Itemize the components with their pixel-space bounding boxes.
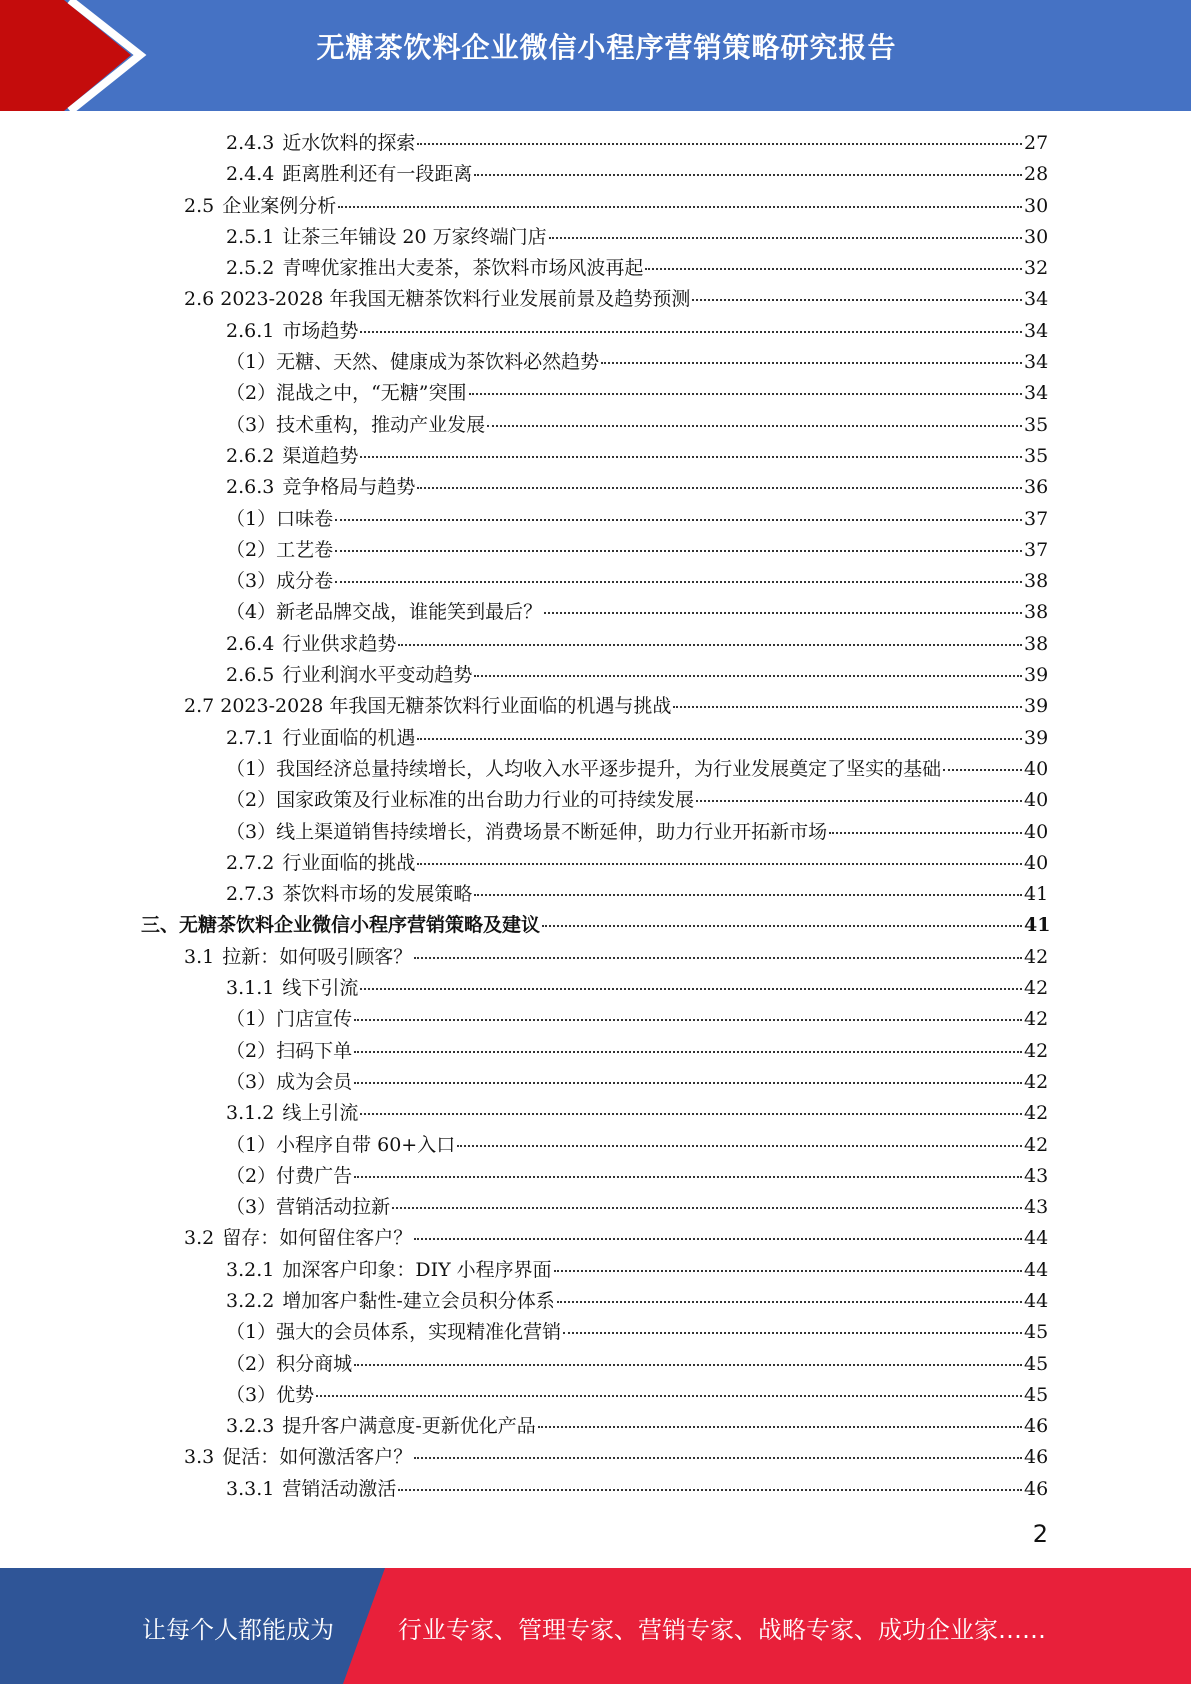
toc-leader-dots (360, 1112, 1022, 1115)
toc-leader-dots (549, 236, 1022, 239)
toc-entry-page: 41 (1024, 914, 1051, 937)
toc-leader-dots (354, 1050, 1022, 1053)
toc-leader-dots (487, 424, 1022, 427)
toc-entry-page: 35 (1024, 413, 1049, 436)
toc-entry-number: 2.7.3 (226, 883, 275, 906)
toc-entry-page: 37 (1024, 538, 1049, 561)
toc-entry[interactable] (0, 723, 1191, 754)
toc-entry-page: 42 (1024, 945, 1049, 968)
toc-entry-title: 近水饮料的探索 (282, 132, 416, 154)
toc-leader-dots (469, 392, 1022, 395)
toc-entry-page: 46 (1024, 1477, 1049, 1500)
toc-entry[interactable] (0, 1161, 1191, 1192)
toc-entry-page: 40 (1024, 820, 1049, 843)
toc-entry[interactable] (0, 566, 1191, 597)
toc-entry-page: 32 (1024, 257, 1049, 280)
toc-leader-dots (354, 1175, 1022, 1178)
toc-entry-page: 44 (1024, 1227, 1049, 1250)
toc-leader-dots (563, 1331, 1022, 1334)
toc-entry-number: 2.6.4 (226, 632, 275, 655)
toc-entry-page: 45 (1024, 1383, 1049, 1406)
toc-entry-title: 提升客户满意度-更新优化产品 (282, 1415, 536, 1438)
toc-entry-title: （1）我国经济总量持续增长，人均收入水平逐步提升，为行业发展奠定了坚实的基础 (226, 757, 942, 780)
toc-leader-dots (943, 768, 1022, 771)
toc-entry[interactable] (0, 785, 1191, 816)
table-of-contents (0, 128, 1191, 1505)
toc-entry[interactable] (0, 1255, 1191, 1286)
toc-leader-dots (692, 298, 1022, 301)
toc-entry-title: （2）积分商城 (226, 1352, 353, 1375)
toc-entry-page: 40 (1024, 851, 1049, 874)
toc-entry-title: 线下引流 (282, 977, 359, 1000)
toc-entry-page: 30 (1024, 225, 1049, 248)
toc-leader-dots (354, 1018, 1022, 1021)
toc-leader-dots (335, 580, 1022, 583)
toc-leader-dots (338, 205, 1022, 208)
toc-entry-page: 34 (1024, 382, 1049, 405)
toc-entry-page: 45 (1024, 1352, 1049, 1375)
toc-entry[interactable] (0, 1380, 1191, 1411)
toc-entry[interactable] (0, 1036, 1191, 1067)
toc-entry-page: 44 (1024, 1258, 1049, 1281)
toc-leader-dots (392, 1206, 1022, 1209)
toc-entry-page: 46 (1024, 1446, 1049, 1469)
toc-entry-title: 加深客户印象：DIY 小程序界面 (282, 1258, 552, 1281)
toc-leader-dots (557, 1300, 1022, 1303)
toc-leader-dots (414, 956, 1022, 959)
toc-entry[interactable] (0, 1442, 1191, 1473)
toc-leader-dots (354, 1081, 1022, 1084)
toc-entry[interactable] (0, 691, 1191, 722)
toc-entry[interactable] (0, 1317, 1191, 1348)
toc-entry-number: 2.4.4 (226, 163, 275, 186)
toc-entry-page: 43 (1024, 1164, 1049, 1187)
toc-entry-title: （3）营销活动拉新 (226, 1196, 391, 1219)
toc-entry-page: 42 (1024, 977, 1049, 1000)
toc-entry-page: 38 (1024, 632, 1049, 655)
toc-entry-title: 茶饮料市场的发展策略 (282, 883, 473, 906)
toc-entry-title: （1）无糖、天然、健康成为茶饮料必然趋势 (226, 351, 600, 374)
toc-entry-title: （4）新老品牌交战，谁能笑到最后？ (226, 601, 543, 624)
toc-entry-title: （3）技术重构，推动产业发展 (226, 413, 486, 436)
toc-entry-number: 2.6.2 (226, 444, 275, 467)
toc-entry-title: 2.7 2023-2028 年我国无糖茶饮料行业面临的机遇与挑战 (184, 695, 672, 718)
toc-entry-page: 41 (1024, 883, 1049, 906)
toc-entry-title: 企业案例分析 (222, 194, 337, 217)
toc-entry-number: 2.4.3 (226, 132, 275, 154)
toc-entry[interactable] (0, 410, 1191, 441)
toc-entry-page: 28 (1024, 163, 1049, 186)
toc-entry-page: 39 (1024, 664, 1049, 687)
toc-entry[interactable] (0, 910, 1191, 941)
toc-leader-dots (474, 674, 1022, 677)
toc-entry[interactable] (0, 347, 1191, 378)
toc-entry[interactable] (0, 1349, 1191, 1380)
toc-entry-title: （2）混战之中，“无糖”突围 (226, 382, 467, 405)
toc-entry-page: 42 (1024, 1008, 1049, 1031)
toc-entry[interactable] (0, 754, 1191, 785)
toc-leader-dots (354, 1363, 1022, 1366)
toc-entry-title: （1）门店宣传 (226, 1008, 353, 1031)
toc-entry-number: 3.2.1 (226, 1258, 275, 1281)
toc-entry-title: 留存：如何留住客户？ (222, 1227, 413, 1250)
toc-entry-page: 34 (1024, 288, 1049, 311)
toc-entry[interactable] (0, 191, 1191, 222)
toc-entry-number: 3.3 (184, 1446, 215, 1469)
toc-entry-page: 37 (1024, 507, 1049, 530)
toc-entry[interactable] (0, 942, 1191, 973)
toc-entry-page: 34 (1024, 351, 1049, 374)
toc-entry-page: 40 (1024, 789, 1049, 812)
toc-leader-dots (673, 705, 1022, 708)
toc-entry-title: 渠道趋势 (282, 444, 359, 467)
toc-entry[interactable] (0, 222, 1191, 253)
toc-entry[interactable] (0, 504, 1191, 535)
toc-entry-number: 3.2.3 (226, 1415, 275, 1438)
toc-leader-dots (414, 1237, 1022, 1240)
toc-entry-title: 行业供求趋势 (282, 632, 397, 655)
toc-entry-title: （3）优势 (226, 1383, 315, 1406)
page-header (0, 0, 1191, 111)
toc-entry-title: （2）付费广告 (226, 1164, 353, 1187)
toc-entry[interactable] (0, 1474, 1191, 1505)
toc-leader-dots (360, 455, 1022, 458)
toc-entry[interactable] (0, 1098, 1191, 1129)
toc-entry-page: 36 (1024, 476, 1049, 499)
toc-entry-number: 2.6.1 (226, 319, 275, 342)
toc-entry-number: 2.5 (184, 194, 215, 217)
toc-entry-page: 42 (1024, 1070, 1049, 1093)
toc-entry[interactable] (0, 1004, 1191, 1035)
toc-entry-number: 2.5.1 (226, 225, 275, 248)
toc-entry[interactable] (0, 316, 1191, 347)
toc-entry-title: （3）成分卷 (226, 570, 334, 593)
toc-leader-dots (474, 173, 1022, 176)
toc-entry[interactable] (0, 848, 1191, 879)
toc-entry[interactable] (0, 128, 1191, 159)
toc-entry[interactable] (0, 1130, 1191, 1161)
toc-entry[interactable] (0, 441, 1191, 472)
toc-entry-title: （2）工艺卷 (226, 538, 334, 561)
toc-entry-number: 2.7.2 (226, 851, 275, 874)
toc-entry-title: 拉新：如何吸引顾客？ (222, 945, 413, 968)
toc-leader-dots (360, 330, 1022, 333)
toc-entry-title: 市场趋势 (282, 319, 359, 342)
toc-entry-title: 行业利润水平变动趋势 (282, 664, 473, 687)
toc-entry-page: 34 (1024, 319, 1049, 342)
toc-entry[interactable] (0, 472, 1191, 503)
toc-leader-dots (696, 799, 1022, 802)
toc-leader-dots (457, 1144, 1022, 1147)
toc-entry[interactable] (0, 1223, 1191, 1254)
toc-entry[interactable] (0, 973, 1191, 1004)
toc-leader-dots (474, 893, 1022, 896)
toc-entry-page: 43 (1024, 1196, 1049, 1219)
toc-entry-title: （3）线上渠道销售持续增长，消费场景不断延伸，助力行业开拓新市场 (226, 820, 828, 843)
toc-leader-dots (335, 549, 1022, 552)
toc-entry-page: 30 (1024, 194, 1049, 217)
toc-entry-page: 27 (1024, 132, 1049, 154)
toc-entry[interactable] (0, 817, 1191, 848)
page-footer (0, 1568, 1191, 1684)
footer-slogan-left: 让每个人都能成为 (142, 1616, 334, 1644)
toc-entry-title: 让茶三年铺设 20 万家终端门店 (282, 225, 547, 248)
toc-entry[interactable] (0, 629, 1191, 660)
toc-leader-dots (417, 142, 1022, 145)
toc-entry-number: 2.5.2 (226, 257, 275, 280)
toc-entry-number: 2.7.1 (226, 726, 275, 749)
toc-entry-title: （2）国家政策及行业标准的出台助力行业的可持续发展 (226, 789, 695, 812)
toc-entry-page: 35 (1024, 444, 1049, 467)
toc-entry-page: 44 (1024, 1289, 1049, 1312)
toc-entry-number: 3.1 (184, 945, 215, 968)
toc-leader-dots (554, 1269, 1022, 1272)
toc-entry-number: 3.1.1 (226, 977, 275, 1000)
toc-entry-page: 42 (1024, 1133, 1049, 1156)
toc-entry-page: 46 (1024, 1415, 1049, 1438)
toc-entry-page: 42 (1024, 1102, 1049, 1125)
toc-entry[interactable] (0, 1411, 1191, 1442)
toc-entry-title: 线上引流 (282, 1102, 359, 1125)
toc-leader-dots (417, 737, 1022, 740)
toc-entry-page: 42 (1024, 1039, 1049, 1062)
toc-entry[interactable] (0, 253, 1191, 284)
toc-entry-page: 39 (1024, 695, 1049, 718)
toc-leader-dots (417, 486, 1022, 489)
toc-entry[interactable] (0, 1192, 1191, 1223)
toc-entry-title: 促活：如何激活客户？ (222, 1446, 413, 1469)
toc-entry-title: 行业面临的机遇 (282, 726, 416, 749)
toc-entry-page: 40 (1024, 757, 1049, 780)
toc-leader-dots (829, 831, 1022, 834)
toc-leader-dots (645, 267, 1022, 270)
toc-leader-dots (601, 361, 1022, 364)
toc-entry[interactable] (0, 378, 1191, 409)
toc-entry[interactable] (0, 660, 1191, 691)
toc-entry[interactable] (0, 1067, 1191, 1098)
toc-entry-title: 竞争格局与趋势 (282, 476, 416, 499)
toc-entry-title: 三、无糖茶饮料企业微信小程序营销策略及建议 (141, 914, 541, 937)
toc-entry-title: 增加客户黏性-建立会员积分体系 (282, 1289, 555, 1312)
toc-entry-number: 2.6.5 (226, 664, 275, 687)
toc-entry-title: 行业面临的挑战 (282, 851, 416, 874)
toc-leader-dots (542, 924, 1022, 927)
toc-entry-title: （2）扫码下单 (226, 1039, 353, 1062)
toc-leader-dots (538, 1425, 1022, 1428)
toc-leader-dots (398, 643, 1022, 646)
toc-entry-title: （1）口味卷 (226, 507, 334, 530)
toc-leader-dots (544, 611, 1022, 614)
toc-entry[interactable] (0, 879, 1191, 910)
toc-entry-title: 距离胜利还有一段距离 (282, 163, 473, 186)
toc-entry[interactable] (0, 535, 1191, 566)
toc-entry-title: 2.6 2023-2028 年我国无糖茶饮料行业发展前景及趋势预测 (184, 288, 691, 311)
document-title: 无糖茶饮料企业微信小程序营销策略研究报告 (316, 31, 897, 64)
toc-entry[interactable] (0, 597, 1191, 628)
toc-entry-page: 38 (1024, 570, 1049, 593)
toc-entry-number: 3.2 (184, 1227, 215, 1250)
toc-entry-page: 45 (1024, 1321, 1049, 1344)
toc-leader-dots (316, 1394, 1022, 1397)
toc-entry-page: 38 (1024, 601, 1049, 624)
toc-leader-dots (335, 518, 1022, 521)
toc-leader-dots (360, 987, 1022, 990)
toc-entry[interactable] (0, 284, 1191, 315)
toc-entry[interactable] (0, 1286, 1191, 1317)
toc-leader-dots (398, 1488, 1022, 1491)
toc-leader-dots (417, 862, 1022, 865)
toc-entry-title: 青啤优家推出大麦茶，茶饮料市场风波再起 (282, 257, 644, 280)
toc-entry-number: 3.2.2 (226, 1289, 275, 1312)
toc-entry-number: 2.6.3 (226, 476, 275, 499)
page-number: 2 (1032, 1520, 1048, 1548)
toc-entry-title: 营销活动激活 (282, 1477, 397, 1500)
toc-entry-title: （3）成为会员 (226, 1070, 353, 1093)
toc-entry-number: 3.3.1 (226, 1477, 275, 1500)
toc-entry-number: 3.1.2 (226, 1102, 275, 1125)
toc-entry[interactable] (0, 159, 1191, 190)
footer-slogan-right: 行业专家、管理专家、营销专家、战略专家、成功企业家…… (398, 1616, 1046, 1644)
toc-entry-title: （1）小程序自带 60+入口 (226, 1133, 456, 1156)
toc-leader-dots (414, 1456, 1022, 1459)
toc-entry-title: （1）强大的会员体系，实现精准化营销 (226, 1321, 562, 1344)
toc-entry-page: 39 (1024, 726, 1049, 749)
